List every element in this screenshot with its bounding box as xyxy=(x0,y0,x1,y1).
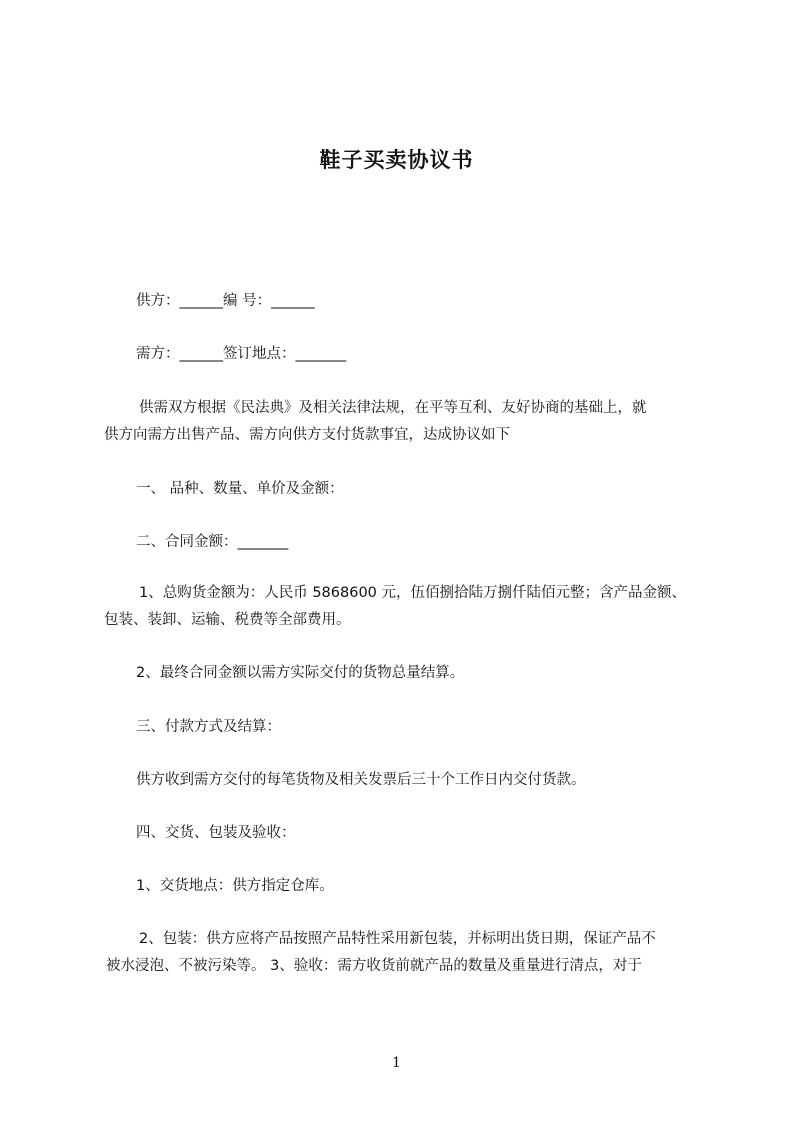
document-title: 鞋子买卖协议书 xyxy=(319,148,474,172)
supplier-line: 供方：______编 号：______ xyxy=(136,293,315,309)
packaging-line-2: 被水浸泡、不被污染等。 3、验收：需方收货前就产品的数量及重量进行清点，对于 xyxy=(106,958,642,974)
page-number: 1 xyxy=(392,1055,401,1071)
section-4-heading: 四、交货、包装及验收： xyxy=(136,825,296,841)
intro-line-1: 供需双方根据《民法典》及相关法律法规，在平等互利、友好协商的基础上，就 xyxy=(139,400,647,416)
payment-terms: 供方收到需方交付的每笔货物及相关发票后三十个工作日内交付货款。 xyxy=(136,772,586,788)
packaging-line-1: 2、包装：供方应将产品按照产品特性采用新包装，并标明出货日期，保证产品不 xyxy=(139,931,656,947)
intro-line-2: 供方向需方出售产品、需方向供方支付货款事宜，达成协议如下 xyxy=(104,427,510,443)
amount-line-2: 包装、装卸、运输、税费等全部费用。 xyxy=(104,612,351,628)
amount-line-1: 1、总购货金额为：人民币 5868600 元，伍佰捌拾陆万捌仟陆佰元整；含产品金额、 xyxy=(139,585,687,601)
section-3-heading: 三、付款方式及结算： xyxy=(136,719,281,735)
buyer-line: 需方：______签订地点：_______ xyxy=(136,346,347,362)
section-1-heading: 一、 品种、数量、单价及金额： xyxy=(136,481,344,497)
delivery-place-clause: 1、交货地点：供方指定仓库。 xyxy=(136,878,334,894)
section-2-heading: 二、合同金额：_______ xyxy=(136,534,289,550)
final-amount-clause: 2、最终合同金额以需方实际交付的货物总量结算。 xyxy=(136,665,465,681)
